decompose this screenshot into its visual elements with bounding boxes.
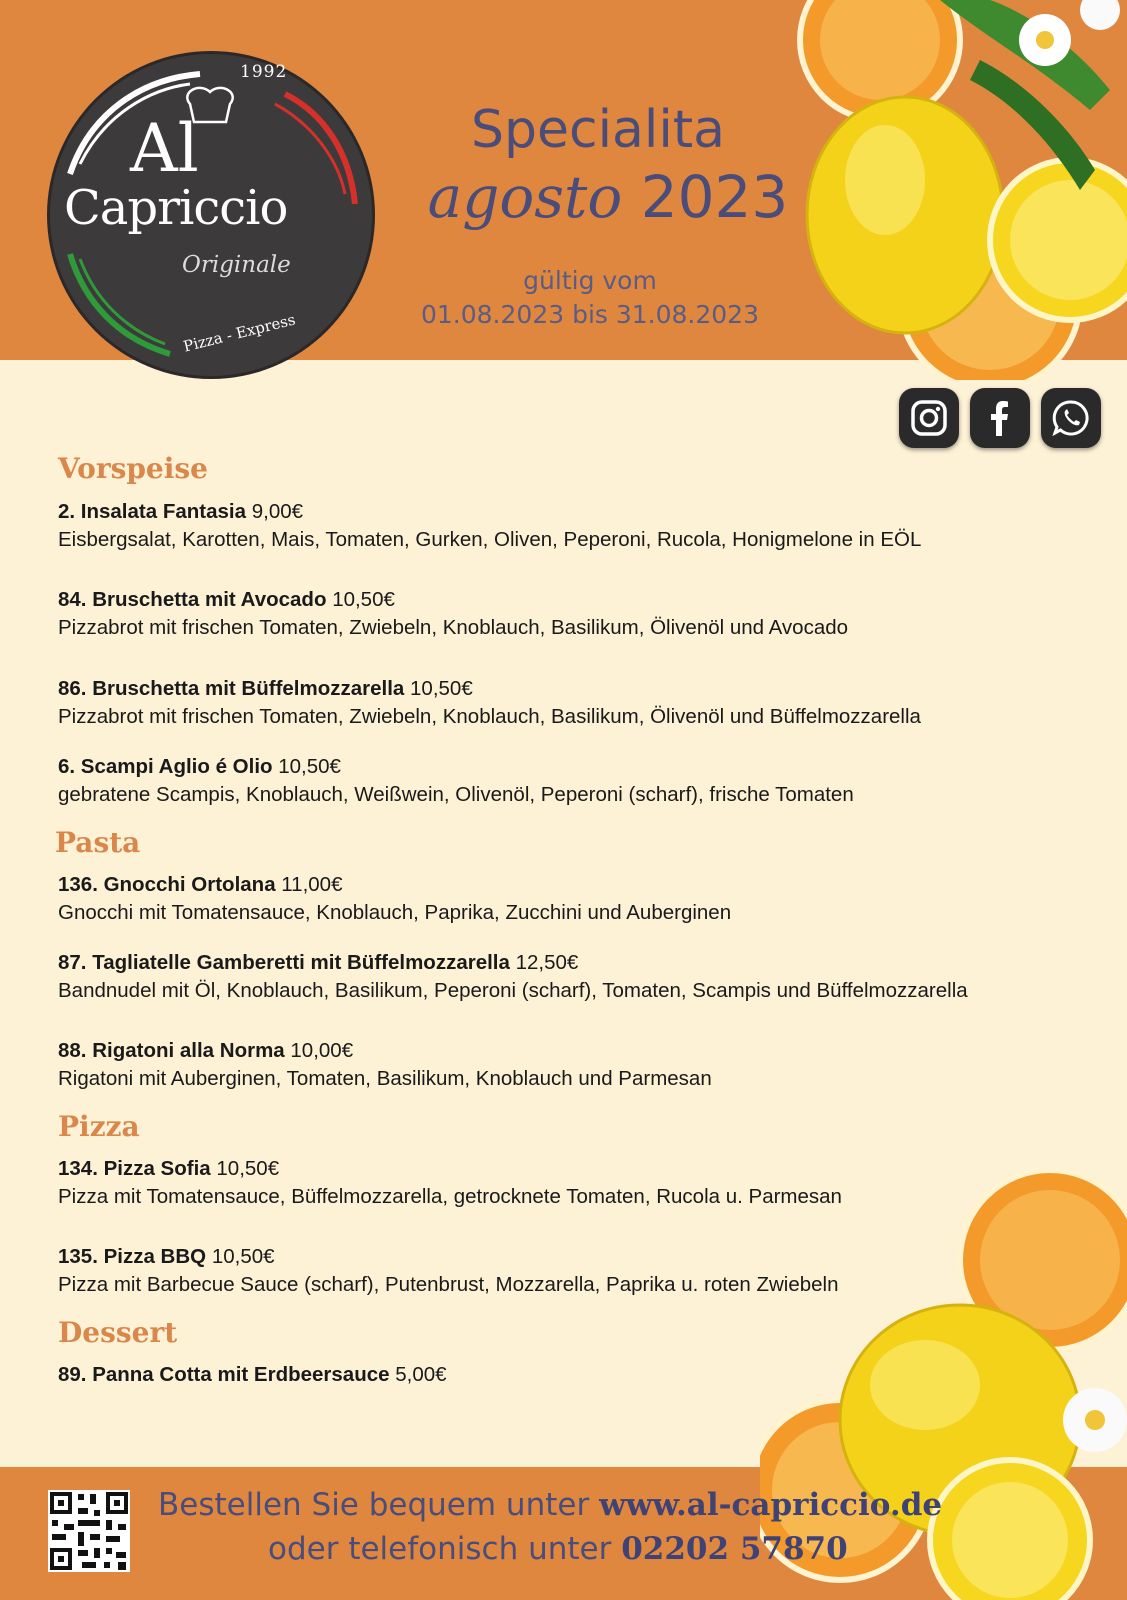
page-subtitle bbox=[418, 163, 798, 231]
phone-number[interactable]: 02202 57870 bbox=[621, 1531, 848, 1567]
logo-name-line1: Al bbox=[130, 110, 199, 187]
menu-item-name: 6. Scampi Aglio é Olio 10,50€ bbox=[58, 755, 341, 778]
logo-name-line2: Capriccio bbox=[64, 180, 288, 236]
valid-label: gültig vom bbox=[523, 266, 657, 295]
instagram-icon bbox=[909, 398, 949, 438]
menu-item-desc: Rigatoni mit Auberginen, Tomaten, Basilikum, Knoblauch und Parmesan bbox=[58, 1067, 712, 1090]
citrus-decoration-top bbox=[790, 0, 1127, 380]
menu-item-name: 135. Pizza BBQ 10,50€ bbox=[58, 1245, 275, 1268]
title-year: 2023 bbox=[640, 163, 789, 231]
menu-item-desc: Pizzabrot mit frischen Tomaten, Zwiebeln, Knoblauch, Basilikum, Ölivenöl und Avocado bbox=[58, 616, 849, 639]
logo-subtitle: Pizza - Express bbox=[181, 310, 298, 356]
menu-item-name: 136. Gnocchi Ortolana 11,00€ bbox=[58, 873, 343, 896]
menu-item-desc: Pizzabrot mit frischen Tomaten, Zwiebeln, Knoblauch, Basilikum, Ölivenöl und Büffelmozzarella bbox=[58, 705, 921, 728]
menu-item-name: 88. Rigatoni alla Norma 10,00€ bbox=[58, 1039, 354, 1062]
logo-tagline: Originale bbox=[182, 252, 291, 278]
menu-item-desc: gebratene Scampis, Knoblauch, Weißwein, Olivenöl, Peperoni (scharf), frische Tomaten bbox=[58, 783, 854, 806]
menu-item-desc: Bandnudel mit Öl, Knoblauch, Basilikum, Peperoni (scharf), Tomaten, Scampis und Büffelmozzarella bbox=[58, 979, 968, 1002]
section-title-pasta: Pasta bbox=[55, 826, 141, 859]
facebook-button[interactable] bbox=[970, 388, 1030, 448]
menu-item-desc: Gnocchi mit Tomatensauce, Knoblauch, Paprika, Zucchini und Auberginen bbox=[58, 901, 732, 924]
menu-item-name: 86. Bruschetta mit Büffelmozzarella 10,50€ bbox=[58, 677, 473, 700]
footer-order-line: Bestellen Sie bequem unter www.al-capriccio.de bbox=[158, 1487, 943, 1523]
menu-item-desc: Pizza mit Tomatensauce, Büffelmozzarella, getrocknete Tomaten, Rucola u. Parmesan bbox=[58, 1185, 842, 1208]
menu-item-name: 87. Tagliatelle Gamberetti mit Büffelmozzarella 12,50€ bbox=[58, 951, 579, 974]
menu-item-name: 134. Pizza Sofia 10,50€ bbox=[58, 1157, 280, 1180]
page-title: Specialita bbox=[470, 100, 726, 160]
menu-item-desc: Pizza mit Barbecue Sauce (scharf), Putenbrust, Mozzarella, Paprika u. roten Zwiebeln bbox=[58, 1273, 839, 1296]
website-link[interactable]: www.al-capriccio.de bbox=[599, 1487, 943, 1523]
whatsapp-icon bbox=[1051, 398, 1091, 438]
logo-year: 1992 bbox=[240, 62, 288, 82]
menu-item-name: 2. Insalata Fantasia 9,00€ bbox=[58, 500, 304, 523]
menu-item-name: 89. Panna Cotta mit Erdbeersauce 5,00€ bbox=[58, 1363, 447, 1386]
footer-phone-line: oder telefonisch unter 02202 57870 bbox=[268, 1531, 848, 1567]
valid-range: 01.08.2023 bis 31.08.2023 bbox=[420, 300, 759, 329]
section-title-vorspeise: Vorspeise bbox=[58, 452, 208, 485]
menu-item-desc: Eisbergsalat, Karotten, Mais, Tomaten, Gurken, Oliven, Peperoni, Rucola, Honigmelone in EÖL bbox=[58, 528, 922, 551]
qr-code-icon bbox=[48, 1490, 130, 1572]
facebook-icon bbox=[980, 398, 1020, 438]
section-title-dessert: Dessert bbox=[58, 1316, 178, 1349]
section-title-pizza: Pizza bbox=[58, 1110, 140, 1143]
whatsapp-button[interactable] bbox=[1041, 388, 1101, 448]
title-month: agosto bbox=[427, 163, 623, 231]
qr-code[interactable] bbox=[48, 1490, 130, 1572]
logo bbox=[50, 54, 372, 376]
menu-item-name: 84. Bruschetta mit Avocado 10,50€ bbox=[58, 588, 395, 611]
instagram-button[interactable] bbox=[899, 388, 959, 448]
